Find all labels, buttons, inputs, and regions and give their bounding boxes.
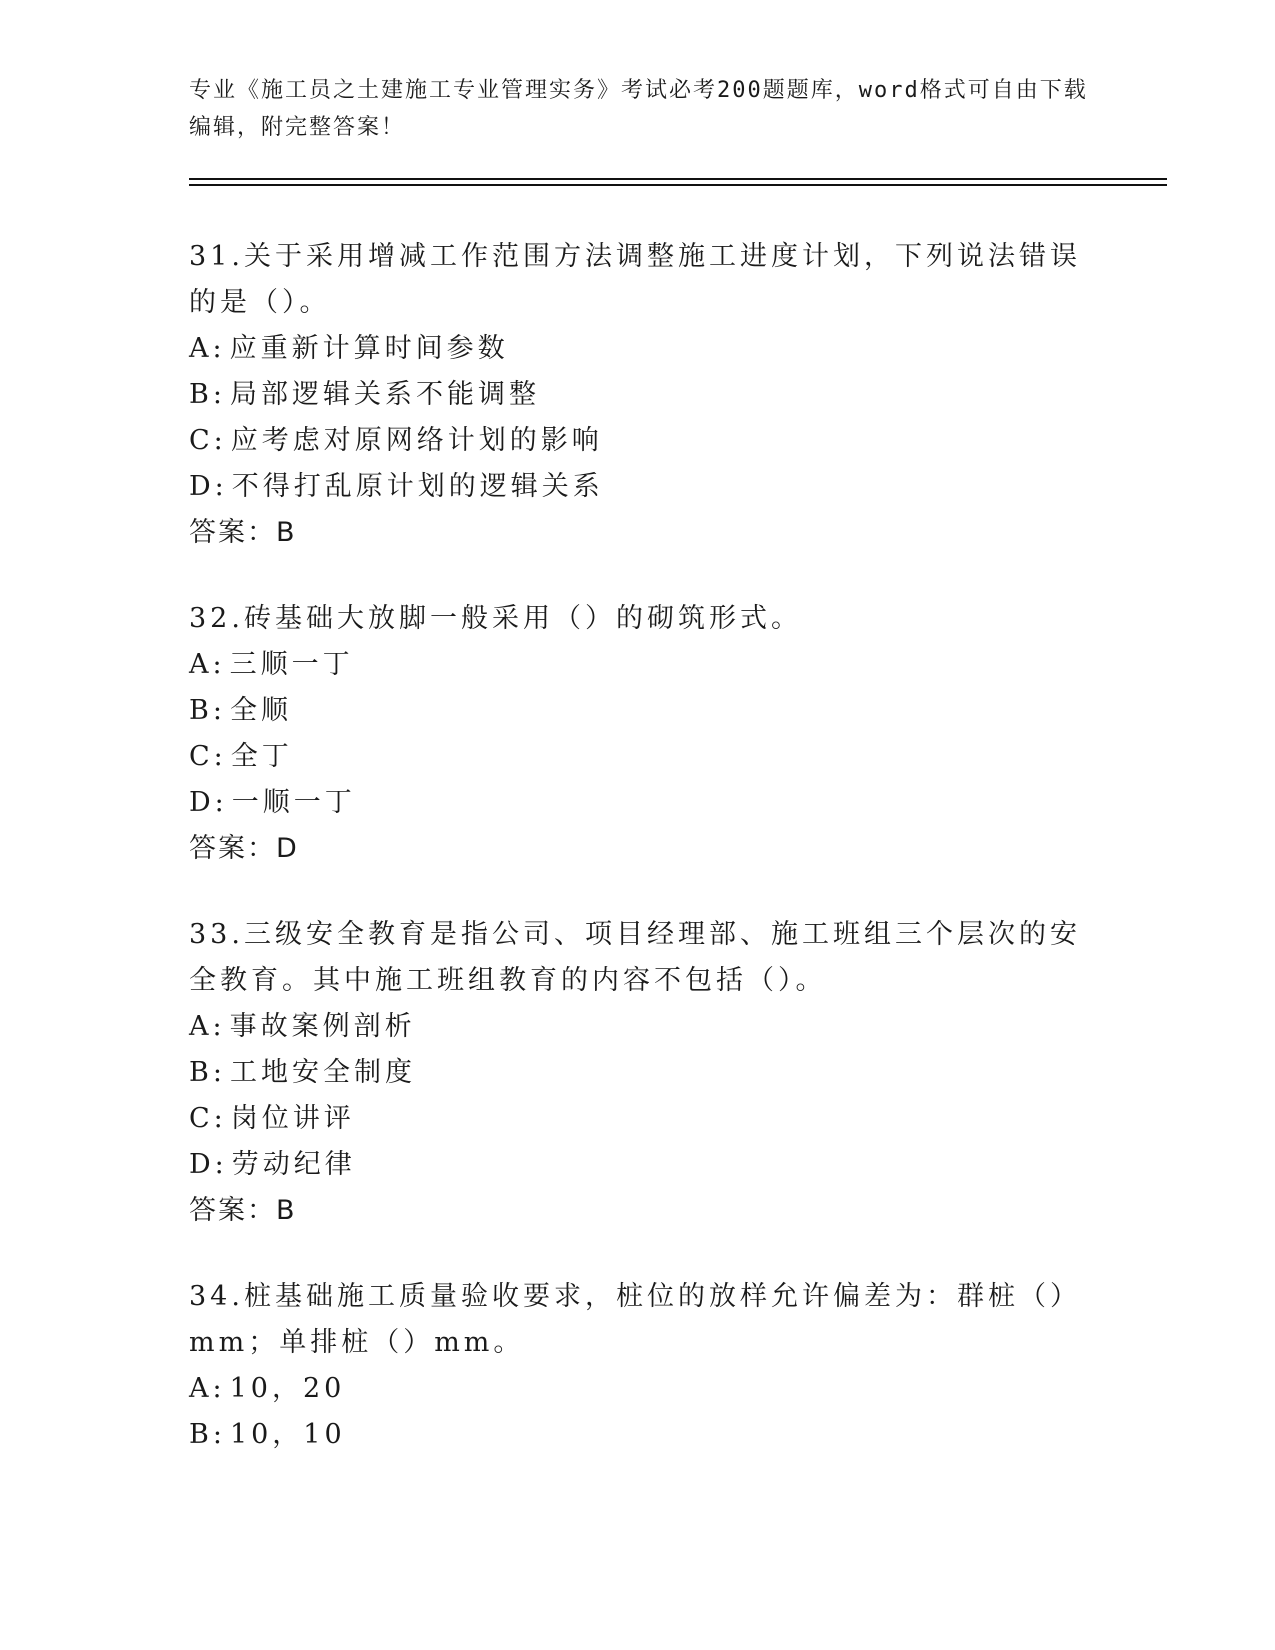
option-d [189, 780, 1089, 826]
option-text: 全顺 [229, 695, 292, 726]
option-text: 岗位讲评 [230, 1103, 355, 1134]
option-letter: C: [189, 741, 227, 772]
option-letter: A: [189, 1373, 226, 1404]
option-b [189, 372, 1089, 418]
question-stem: 31.关于采用增减工作范围方法调整施工进度计划，下列说法错误的是（）。 [189, 241, 1081, 318]
header-divider-bottom [189, 184, 1167, 186]
option-text: 应考虑对原网络计划的影响 [230, 425, 603, 456]
option-text: 一顺一丁 [231, 787, 356, 818]
header-divider-top [189, 178, 1167, 180]
option-letter: D: [189, 1149, 228, 1180]
question-list [189, 234, 1089, 1498]
question-item [189, 234, 1089, 556]
option-text: 不得打乱原计划的逻辑关系 [231, 471, 604, 502]
option-letter: A: [189, 649, 226, 680]
option-c [189, 734, 1089, 780]
option-letter: B: [189, 379, 226, 410]
question-stem: 33.三级安全教育是指公司、项目经理部、施工班组三个层次的安全教育。其中施工班组教育的内容不包括（）。 [189, 919, 1081, 996]
option-a [189, 326, 1089, 372]
option-b [189, 1050, 1089, 1096]
option-c [189, 418, 1089, 464]
question-stem: 32.砖基础大放脚一般采用（）的砌筑形式。 [189, 603, 802, 634]
question-item [189, 912, 1089, 1234]
option-d [189, 1142, 1089, 1188]
question-stem: 34.桩基础施工质量验收要求，桩位的放样允许偏差为：群桩（）mm；单排桩（）mm。 [189, 1281, 1081, 1358]
option-text: 10，10 [229, 1419, 346, 1450]
option-letter: D: [189, 787, 228, 818]
option-text: 10，20 [229, 1373, 346, 1404]
option-text: 事故案例剖析 [229, 1011, 416, 1042]
option-letter: A: [189, 1011, 226, 1042]
option-c [189, 1096, 1089, 1142]
option-text: 全丁 [230, 741, 293, 772]
option-a [189, 1004, 1089, 1050]
answer-line: 答案：B [189, 517, 297, 548]
option-letter: B: [189, 1057, 226, 1088]
option-b [189, 688, 1089, 734]
option-text: 三顺一丁 [229, 649, 354, 680]
option-d [189, 464, 1089, 510]
option-a [189, 1366, 1089, 1412]
option-letter: C: [189, 1103, 227, 1134]
answer-line: 答案：B [189, 1195, 297, 1226]
question-item [189, 1274, 1089, 1458]
option-letter: B: [189, 1419, 226, 1450]
option-letter: B: [189, 695, 226, 726]
option-letter: A: [189, 333, 226, 364]
question-item [189, 596, 1089, 872]
answer-line: 答案：D [189, 833, 299, 864]
option-letter: D: [189, 471, 228, 502]
option-text: 工地安全制度 [229, 1057, 416, 1088]
option-b [189, 1412, 1089, 1458]
option-text: 劳动纪律 [231, 1149, 356, 1180]
option-text: 局部逻辑关系不能调整 [229, 379, 540, 410]
option-a [189, 642, 1089, 688]
option-letter: C: [189, 425, 227, 456]
option-text: 应重新计算时间参数 [229, 333, 509, 364]
document-header: 专业《施工员之土建施工专业管理实务》考试必考200题题库，word格式可自由下载编辑，附完整答案！ [189, 78, 1088, 140]
